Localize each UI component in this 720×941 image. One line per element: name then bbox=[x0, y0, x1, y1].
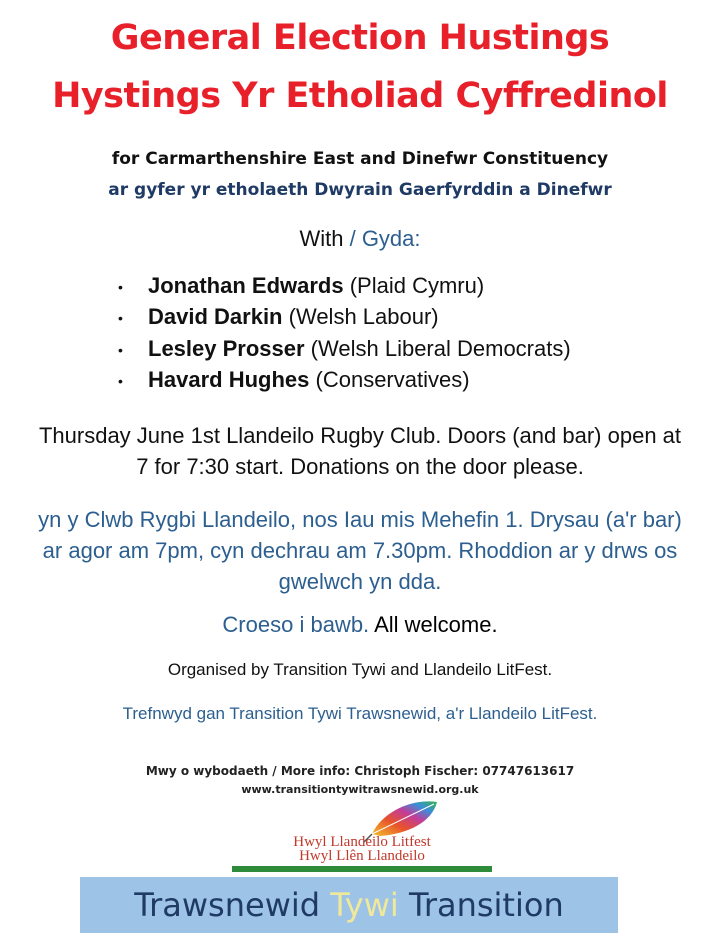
banner-text-1: Trawsnewid bbox=[134, 886, 331, 924]
bullet-icon: • bbox=[118, 373, 123, 390]
logo-line-1: Hwyl Llandeilo Litfest bbox=[293, 834, 431, 850]
candidate-name: Havard Hughes bbox=[148, 367, 310, 393]
welcome-english: All welcome. bbox=[369, 612, 498, 637]
more-info: Mwy o wybodaeth / More info: Christoph Fischer: 07747613617 bbox=[145, 764, 575, 778]
logo-ground bbox=[232, 866, 492, 872]
litfest-logo bbox=[222, 800, 502, 872]
candidate-party: (Welsh Liberal Democrats) bbox=[310, 335, 571, 361]
candidate-party: (Conservatives) bbox=[315, 367, 470, 393]
transition-banner bbox=[80, 877, 618, 933]
candidate-item bbox=[118, 271, 571, 302]
welcome-welsh: Croeso i bawb. bbox=[222, 612, 370, 637]
logo-line-2: Hwyl Llên Llandeilo bbox=[299, 848, 425, 864]
website-link[interactable]: www.transitiontywitrawsnewid.org.uk bbox=[241, 783, 479, 796]
with-separator: / bbox=[343, 226, 362, 251]
with-welsh: Gyda: bbox=[361, 226, 421, 251]
title-english: General Election Hustings bbox=[110, 18, 610, 58]
title-welsh: Hystings Yr Etholiad Cyffredinol bbox=[52, 76, 668, 116]
welcome-line bbox=[0, 612, 720, 638]
candidate-name: Lesley Prosser bbox=[148, 335, 305, 361]
candidate-party: (Plaid Cymru) bbox=[349, 273, 485, 298]
banner-text-accent: Tywi bbox=[330, 886, 399, 924]
candidate-item bbox=[118, 302, 571, 333]
subtitle-welsh: ar gyfer yr etholaeth Dwyrain Gaerfyrddin a Dinefwr bbox=[108, 180, 612, 200]
with-english: With bbox=[299, 226, 344, 251]
event-details-welsh: yn y Clwb Rygbi Llandeilo, nos Iau mis Mehefin 1. Drysau (a'r bar) ar agor am 7pm, cyn dechrau am 7.30pm. Rhoddion ar y drws os gwelwch yn dda. bbox=[38, 507, 682, 594]
candidate-name: Jonathan Edwards bbox=[148, 273, 344, 298]
candidate-list bbox=[118, 271, 571, 397]
bullet-icon: • bbox=[118, 310, 123, 327]
banner-text-2: Transition bbox=[398, 886, 564, 924]
candidate-item bbox=[118, 365, 571, 396]
bullet-icon: • bbox=[118, 278, 123, 295]
subtitle-english: for Carmarthenshire East and Dinefwr Constituency bbox=[111, 149, 609, 169]
bullet-icon: • bbox=[118, 341, 123, 358]
organisers-english: Organised by Transition Tywi and Llandeilo LitFest. bbox=[167, 660, 553, 679]
event-details-english: Thursday June 1st Llandeilo Rugby Club. Doors (and bar) open at 7 for 7:30 start. Donations on the door please. bbox=[38, 423, 682, 479]
organisers-welsh: Trefnwyd gan Transition Tywi Trawsnewid, a'r Llandeilo LitFest. bbox=[122, 704, 598, 723]
candidate-name: David Darkin bbox=[148, 304, 283, 330]
feather-quill-icon bbox=[222, 800, 502, 872]
candidate-party: (Welsh Labour) bbox=[288, 304, 439, 330]
candidate-item bbox=[118, 334, 571, 365]
with-heading bbox=[0, 226, 720, 252]
